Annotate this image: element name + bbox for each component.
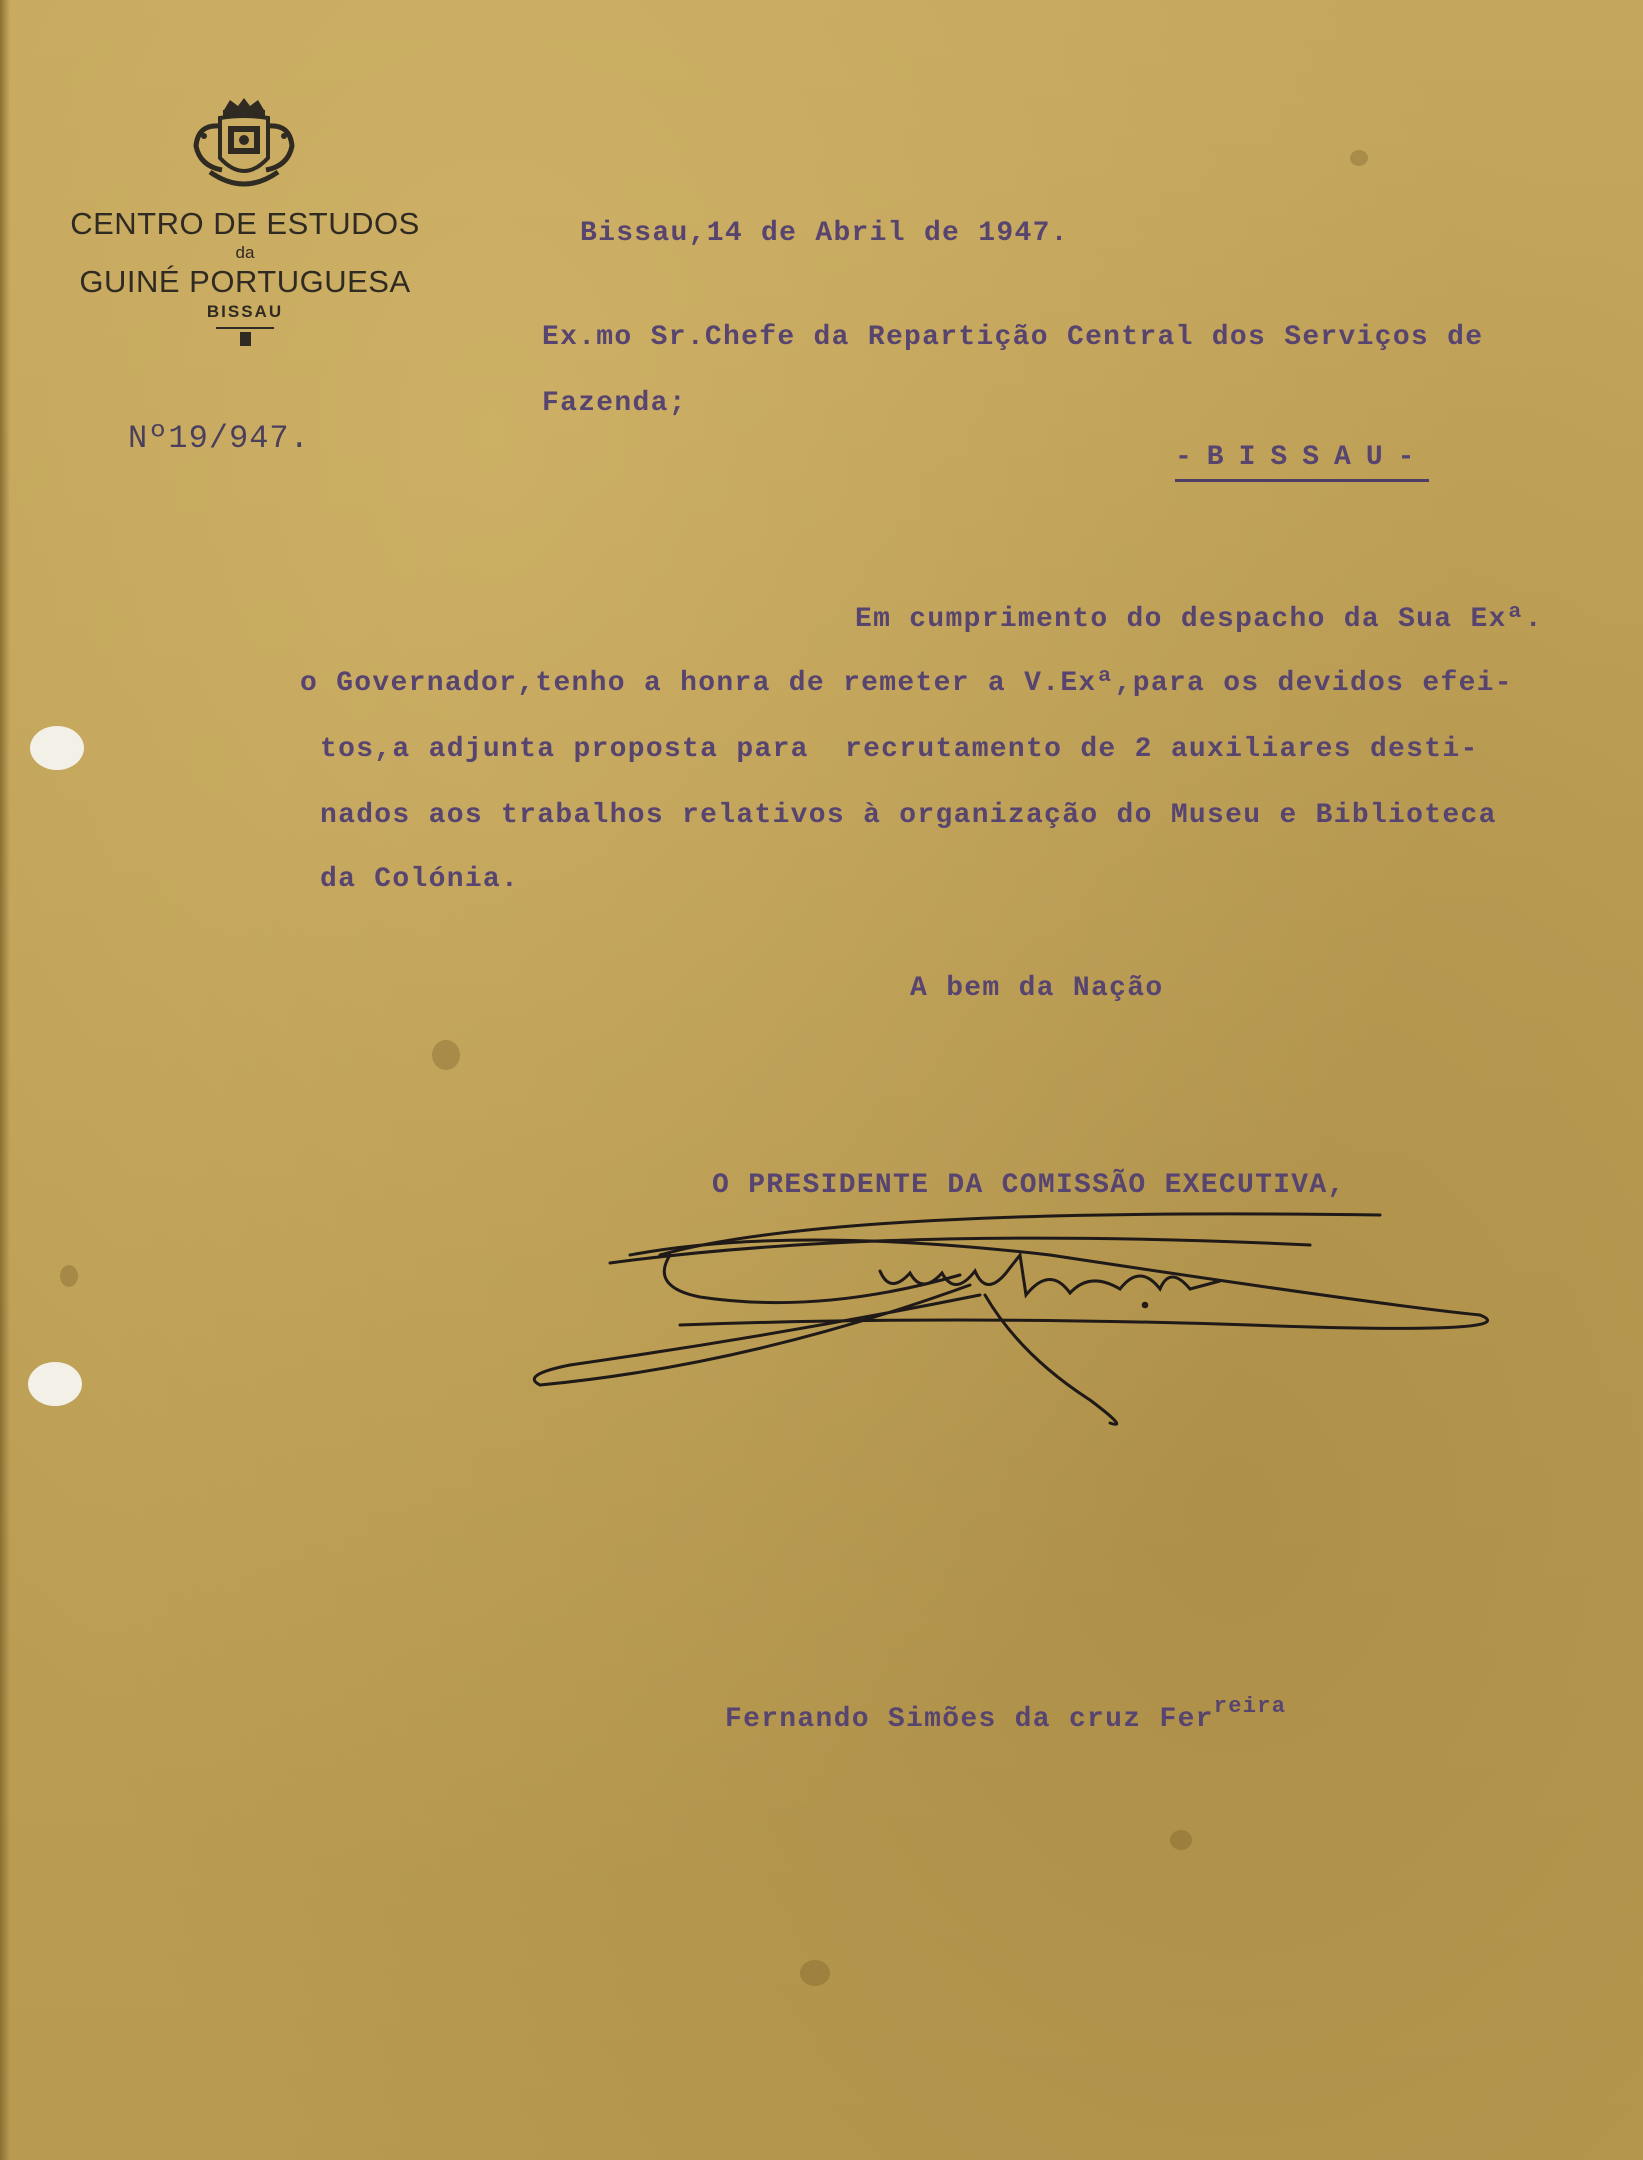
body-line-4: nados aos trabalhos relativos à organização do Museu e Biblioteca — [320, 800, 1497, 831]
reference-number: Nº19/947. — [128, 420, 310, 457]
paper-stain — [800, 1960, 830, 1986]
letterhead-subtitle: GUINÉ PORTUGUESA — [79, 264, 411, 299]
signer-name-main: Fernando Simões da cruz Fer — [725, 1704, 1214, 1735]
punch-hole — [30, 726, 84, 770]
punch-hole — [28, 1362, 82, 1406]
paper-edge-shadow — [0, 0, 10, 2160]
letterhead-rule — [216, 327, 274, 329]
body-line-1: Em cumprimento do despacho da Sua Exª. — [855, 604, 1543, 635]
letterhead-title: CENTRO DE ESTUDOS — [70, 206, 420, 241]
letterhead — [60, 205, 430, 346]
letterhead-city: BISSAU — [206, 302, 284, 321]
body-line-3: tos,a adjunta proposta para recrutamento de 2 auxiliares desti- — [320, 734, 1479, 765]
handwritten-signature — [530, 1185, 1490, 1445]
body-line-2: o Governador,tenho a honra de remeter a V.Exª,para os devidos efei- — [300, 668, 1513, 699]
closing-line: A bem da Nação — [910, 973, 1164, 1004]
paper-stain — [60, 1265, 78, 1287]
paper-stain — [1170, 1830, 1192, 1850]
letterhead-connector: da — [235, 243, 255, 262]
paper-stain — [1350, 150, 1368, 166]
addressee-city: -BISSAU- — [1175, 442, 1429, 482]
addressee-line-2: Fazenda; — [542, 388, 687, 419]
letterhead-square — [240, 332, 251, 346]
body-line-5: da Colónia. — [320, 864, 520, 895]
addressee-line-1: Ex.mo Sr.Chefe da Repartição Central dos Serviços de — [542, 322, 1484, 353]
coat-of-arms-icon — [190, 96, 298, 196]
signer-name — [725, 1694, 1287, 1735]
signatory-title: O PRESIDENTE DA COMISSÃO EXECUTIVA, — [712, 1170, 1346, 1201]
signer-name-superscript: reira — [1213, 1694, 1287, 1719]
date-line: Bissau,14 de Abril de 1947. — [580, 218, 1069, 249]
paper-stain — [432, 1040, 460, 1070]
